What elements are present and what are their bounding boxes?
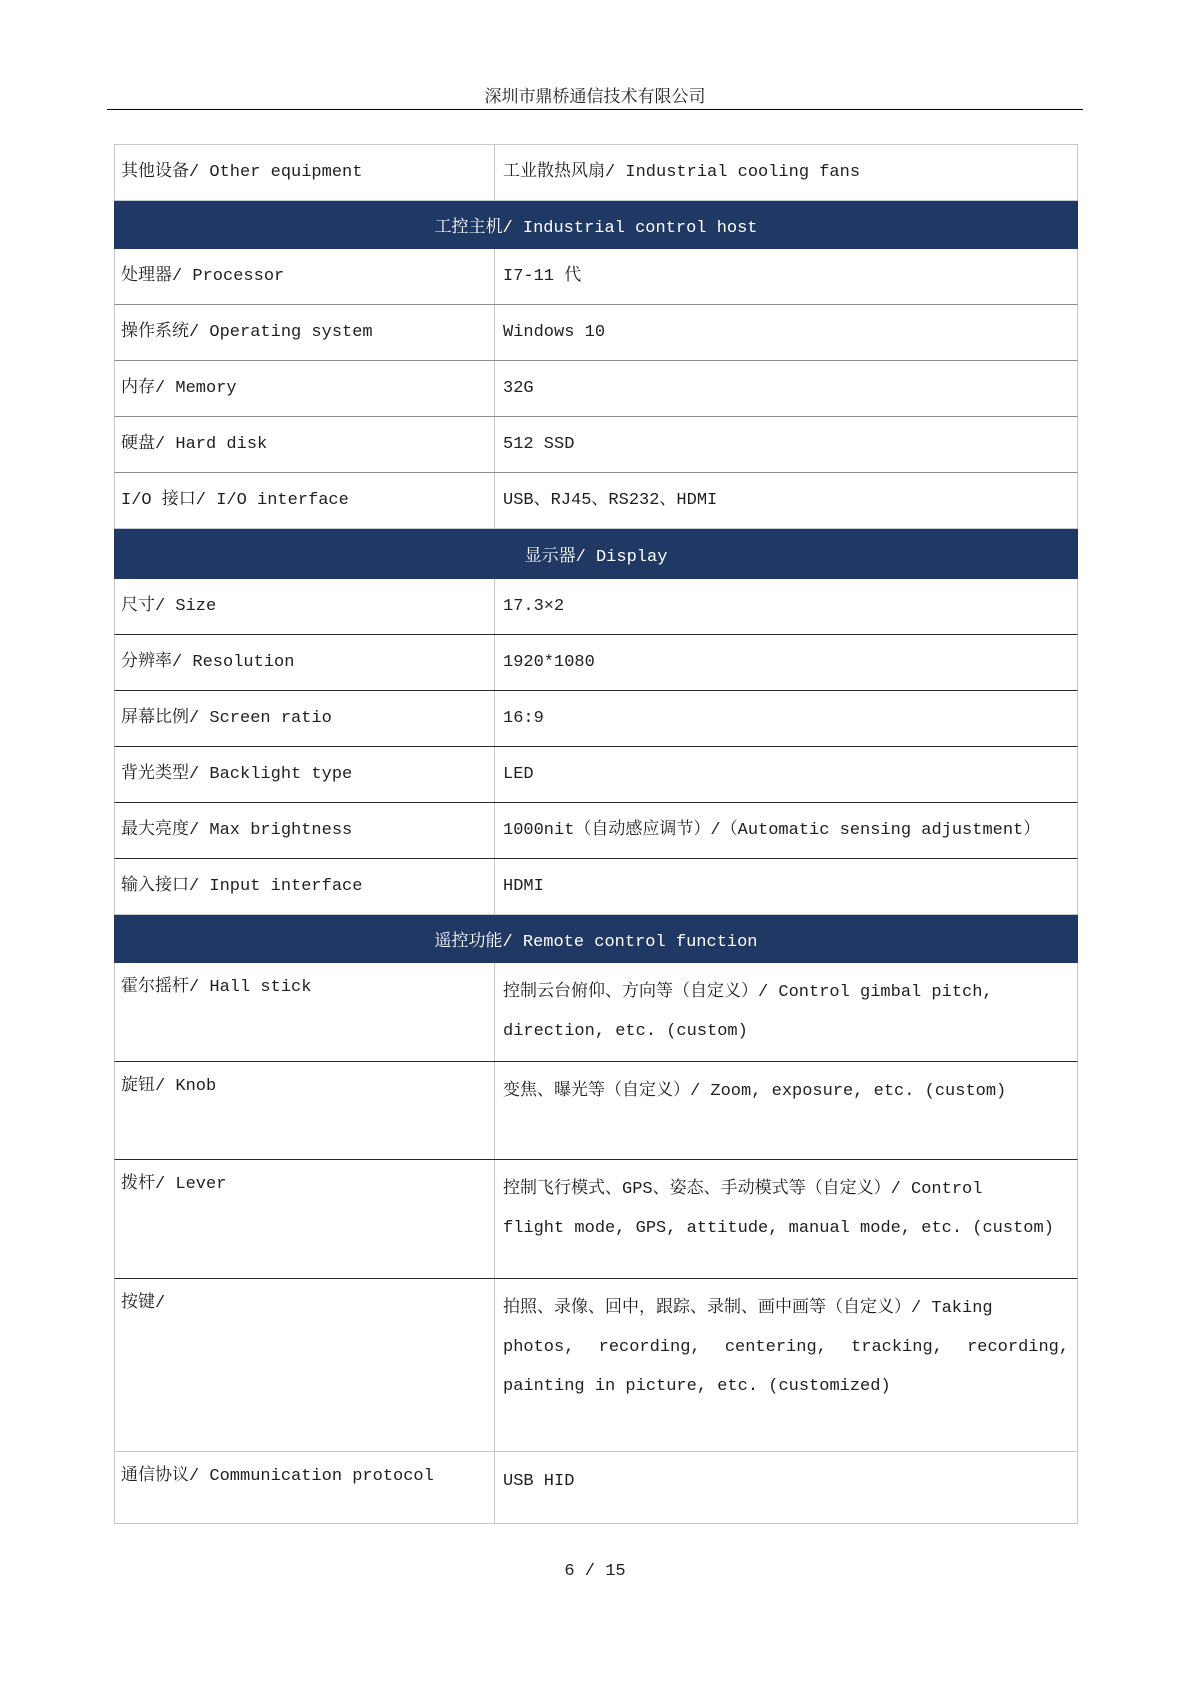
row-value: Windows 10 xyxy=(503,322,606,342)
table-row-input-interface xyxy=(114,859,1078,915)
value-line: painting in picture, etc. (customized) xyxy=(503,1377,891,1396)
row-value: USB、RJ45、RS232、HDMI xyxy=(503,490,718,510)
row-label: 输入接口/ Input interface xyxy=(115,859,495,914)
table-row-other-equipment xyxy=(114,145,1078,201)
row-label: 分辨率/ Resolution xyxy=(115,635,495,690)
table-row-resolution xyxy=(114,635,1078,691)
row-value xyxy=(495,1062,1077,1159)
table-row-io-interface xyxy=(114,473,1078,529)
page-number: 6 / 15 xyxy=(564,1562,626,1581)
row-label: 拨杆/ Lever xyxy=(115,1160,495,1278)
value-line: USB HID xyxy=(503,1472,575,1491)
row-label: 尺寸/ Size xyxy=(115,579,495,634)
table-row-lever xyxy=(114,1160,1078,1279)
row-value: HDMI xyxy=(503,876,544,896)
row-label: 旋钮/ Knob xyxy=(115,1062,495,1159)
row-label: 最大亮度/ Max brightness xyxy=(115,803,495,858)
table-row-knob xyxy=(114,1062,1078,1160)
value-line: direction, etc. (custom) xyxy=(503,1022,748,1041)
row-value: 16:9 xyxy=(503,708,544,728)
row-value: LED xyxy=(503,764,534,784)
value-line: 拍照、录像、回中，跟踪、录制、画中画等（自定义）/ Taking xyxy=(503,1299,993,1318)
section-header-remote-control-function: 遥控功能/ Remote control function xyxy=(114,915,1078,963)
section-header-display: 显示器/ Display xyxy=(114,529,1078,579)
row-label: 其他设备/ Other equipment xyxy=(115,145,495,200)
table-row-size xyxy=(114,579,1078,635)
spec-table xyxy=(114,144,1078,1524)
table-row-hall-stick xyxy=(114,963,1078,1062)
row-label: 处理器/ Processor xyxy=(115,249,495,304)
row-value: 工业散热风扇/ Industrial cooling fans xyxy=(503,162,861,182)
page-header-company: 深圳市鼎桥通信技术有限公司 xyxy=(484,87,706,107)
row-label: 通信协议/ Communication protocol xyxy=(115,1452,495,1523)
header-rule xyxy=(107,109,1083,110)
value-line: 控制云台俯仰、方向等（自定义）/ Control gimbal pitch, xyxy=(503,983,993,1002)
value-line: flight mode, GPS, attitude, manual mode, etc. (custom) xyxy=(503,1219,1054,1238)
table-row-screen-ratio xyxy=(114,691,1078,747)
row-value: 17.3×2 xyxy=(503,596,565,616)
table-row-button xyxy=(114,1279,1078,1452)
table-row-backlight-type xyxy=(114,747,1078,803)
section-header-industrial-control-host: 工控主机/ Industrial control host xyxy=(114,201,1078,249)
row-label: 内存/ Memory xyxy=(115,361,495,416)
row-value: I7-11 代 xyxy=(503,266,582,286)
row-label: 背光类型/ Backlight type xyxy=(115,747,495,802)
table-row-hard-disk xyxy=(114,417,1078,473)
row-value: 32G xyxy=(503,378,534,398)
row-value xyxy=(495,1452,1077,1523)
row-value: 1000nit（自动感应调节）/（Automatic sensing adjustment） xyxy=(503,820,1041,840)
value-line: 变焦、曝光等（自定义）/ Zoom, exposure, etc. (custom) xyxy=(503,1082,1007,1101)
row-label: 屏幕比例/ Screen ratio xyxy=(115,691,495,746)
value-line: 控制飞行模式、GPS、姿态、手动模式等（自定义）/ Control xyxy=(503,1180,983,1199)
row-value: 512 SSD xyxy=(503,434,575,454)
row-value: 1920*1080 xyxy=(503,652,595,672)
table-row-memory xyxy=(114,361,1078,417)
value-line: photos, recording, centering, tracking, recording, xyxy=(503,1338,1070,1357)
row-value xyxy=(495,1279,1077,1451)
table-row-operating-system xyxy=(114,305,1078,361)
row-label: 操作系统/ Operating system xyxy=(115,305,495,360)
table-row-processor xyxy=(114,249,1078,305)
row-label: 霍尔摇杆/ Hall stick xyxy=(115,963,495,1061)
row-value xyxy=(495,1160,1077,1278)
row-label: I/O 接口/ I/O interface xyxy=(115,473,495,528)
table-row-communication-protocol xyxy=(114,1452,1078,1524)
table-row-max-brightness xyxy=(114,803,1078,859)
row-value xyxy=(495,963,1077,1061)
row-label: 硬盘/ Hard disk xyxy=(115,417,495,472)
row-label: 按键/ xyxy=(115,1279,495,1451)
